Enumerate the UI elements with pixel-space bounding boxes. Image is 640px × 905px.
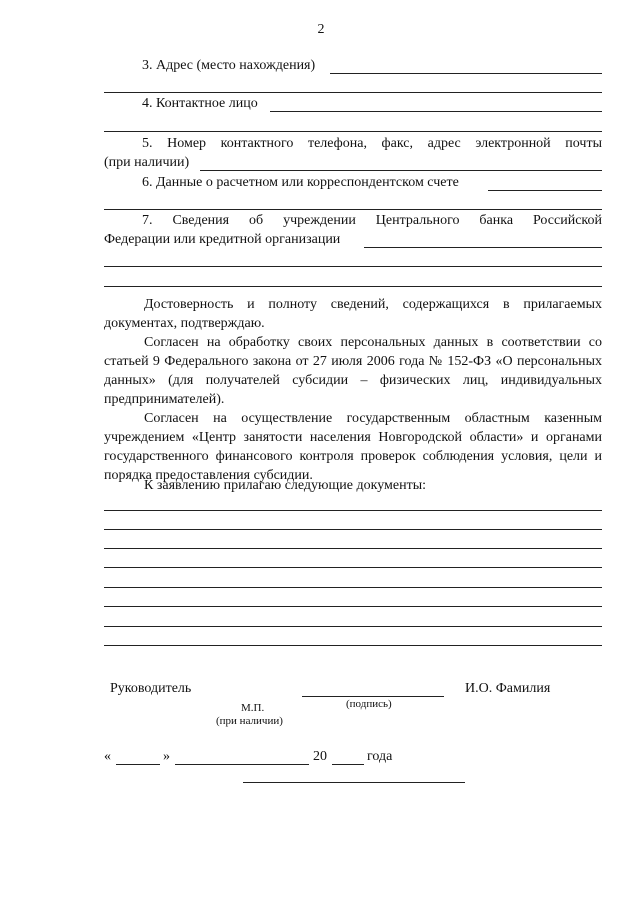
attachment-line[interactable]	[104, 567, 602, 568]
year-input-line[interactable]	[332, 764, 364, 765]
page-number: 2	[317, 22, 325, 37]
address-continuation-line[interactable]	[104, 92, 602, 93]
bank-input-line[interactable]	[364, 247, 602, 248]
attachment-line[interactable]	[104, 529, 602, 530]
paragraph-reliability-text: Достоверность и полноту сведений, содержащихся в прилагаемых документах, подтверждаю.	[104, 297, 602, 331]
bank-label-line2: Федерации или кредитной организации	[104, 232, 341, 247]
address-input-line[interactable]	[330, 73, 602, 74]
bank-label-line1: 7. Сведения об учреждении Центрального банка Российской	[142, 213, 602, 228]
paragraph-inspection-text: Согласен на осуществление государственным областным казенным учреждением «Центр занятости населения Новгородской области» и органами государственного финансового контроля проверок соблюдения условия, цели и порядка предоставления субсидии.	[104, 411, 602, 483]
paragraph-reliability	[104, 295, 602, 333]
bottom-signature-line[interactable]	[243, 782, 465, 783]
attachment-line[interactable]	[104, 548, 602, 549]
contact-person-label: 4. Контактное лицо	[142, 96, 258, 111]
full-name-label: И.О. Фамилия	[465, 681, 551, 696]
contact-person-input-line[interactable]	[270, 111, 602, 112]
bank-continuation-line-2[interactable]	[104, 286, 602, 287]
date-open-quote: «	[104, 749, 111, 764]
day-input-line[interactable]	[116, 764, 160, 765]
signature-caption: (подпись)	[346, 698, 392, 710]
attachment-line[interactable]	[104, 510, 602, 511]
paragraph-attachments	[104, 476, 602, 495]
paragraph-attachments-text: К заявлению прилагаю следующие документы:	[144, 478, 427, 493]
paragraph-personal-data-text: Согласен на обработку своих персональных данных в соответствии со статьей 9 Федерального закона от 27 июля 2006 года № 152-ФЗ «О персональных данных» (для получателей субсидии – физических лиц, индивидуальных предпринимателей).	[104, 335, 602, 407]
year-suffix: года	[367, 749, 393, 764]
phone-label-line1: 5. Номер контактного телефона, факс, адрес электронной почты	[142, 136, 602, 151]
stamp-label: М.П.	[241, 702, 265, 714]
phone-input-line[interactable]	[200, 170, 602, 171]
contact-person-continuation-line[interactable]	[104, 131, 602, 132]
account-continuation-line[interactable]	[104, 209, 602, 210]
stamp-note: (при наличии)	[216, 715, 283, 727]
paragraph-inspection	[104, 409, 602, 485]
attachment-line[interactable]	[104, 587, 602, 588]
attachment-line[interactable]	[104, 626, 602, 627]
head-label: Руководитель	[110, 681, 192, 696]
phone-label-line2: (при наличии)	[104, 155, 190, 170]
attachment-line[interactable]	[104, 606, 602, 607]
attachment-line[interactable]	[104, 645, 602, 646]
month-input-line[interactable]	[175, 764, 309, 765]
paragraph-personal-data	[104, 333, 602, 409]
date-close-quote: »	[163, 749, 170, 764]
year-prefix: 20	[313, 749, 327, 764]
account-input-line[interactable]	[488, 190, 602, 191]
signature-line[interactable]	[302, 696, 444, 697]
address-label: 3. Адрес (место нахождения)	[142, 58, 316, 73]
bank-continuation-line-1[interactable]	[104, 266, 602, 267]
account-label: 6. Данные о расчетном или корреспондентском счете	[142, 175, 459, 190]
